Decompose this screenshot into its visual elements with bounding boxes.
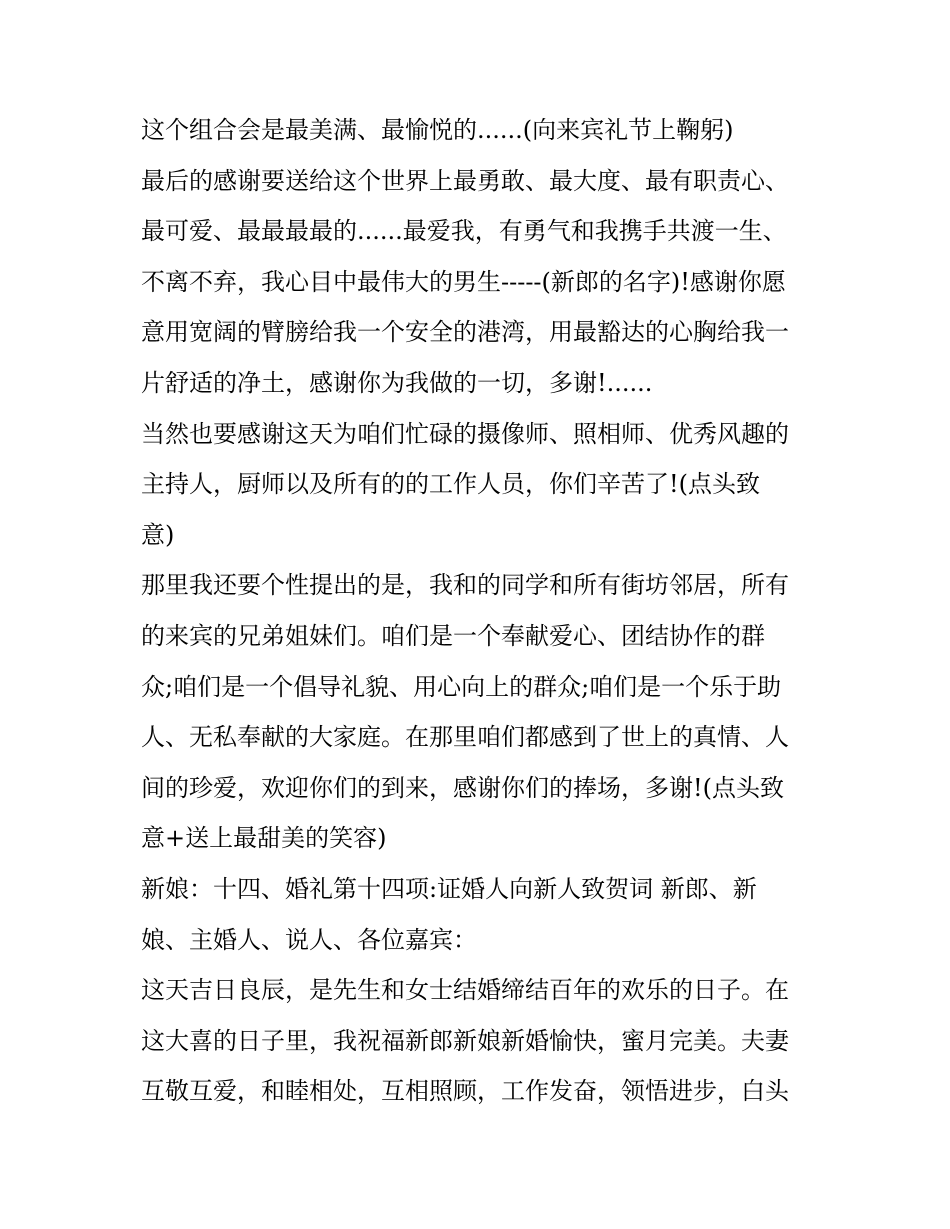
text-line: 最可爱、最最最最的......最爱我，有勇气和我携手共渡一生、: [141, 217, 787, 246]
text-line: 意+送上最甜美的笑容): [141, 824, 387, 853]
text-line: 意): [141, 520, 175, 549]
text-line: 最后的感谢要送给这个世界上最勇敢、最大度、最有职责心、: [141, 166, 789, 195]
text-line: 新娘：十四、婚礼第十四项:证婚人向新人致贺词 新郎、新: [141, 874, 757, 903]
body-text: [141, 110, 821, 1122]
text-line: 不离不弃，我心目中最伟大的男生-----(新郎的名字)!感谢你愿: [141, 267, 786, 296]
text-line: 这天吉日良辰，是先生和女士结婚缔结百年的欢乐的日子。在: [141, 976, 789, 1005]
text-line: 那里我还要个性提出的是，我和的同学和所有街坊邻居，所有: [141, 571, 789, 600]
text-line: 的来宾的兄弟姐妹们。咱们是一个奉献爱心、团结协作的群: [141, 621, 765, 650]
text-line: 这个组合会是最美满、最愉悦的......(向来宾礼节上鞠躬): [141, 116, 734, 144]
text-line: 娘、主婚人、说人、各位嘉宾：: [141, 925, 477, 954]
text-line: 人、无私奉献的大家庭。在那里咱们都感到了世上的真情、人: [141, 723, 789, 752]
text-line: 主持人，厨师以及所有的的工作人员，你们辛苦了!(点头致: [141, 470, 761, 499]
text-line: 间的珍爱，欢迎你们的到来，感谢你们的捧场，多谢!(点头致: [141, 773, 785, 802]
text-line: 众;咱们是一个倡导礼貌、用心向上的群众;咱们是一个乐于助: [141, 672, 782, 701]
text-line: 意用宽阔的臂膀给我一个安全的港湾，用最豁达的心胸给我一: [141, 318, 789, 347]
text-line: 片舒适的净土，感谢你为我做的一切，多谢!......: [141, 368, 653, 397]
text-line: 这大喜的日子里，我祝福新郎新娘新婚愉快，蜜月完美。夫妻: [141, 1026, 789, 1055]
text-line: 互敬互爱，和睦相处，互相照顾，工作发奋，领悟进步，白头: [141, 1077, 789, 1106]
text-line: 当然也要感谢这天为咱们忙碌的摄像师、照相师、优秀风趣的: [141, 419, 789, 448]
